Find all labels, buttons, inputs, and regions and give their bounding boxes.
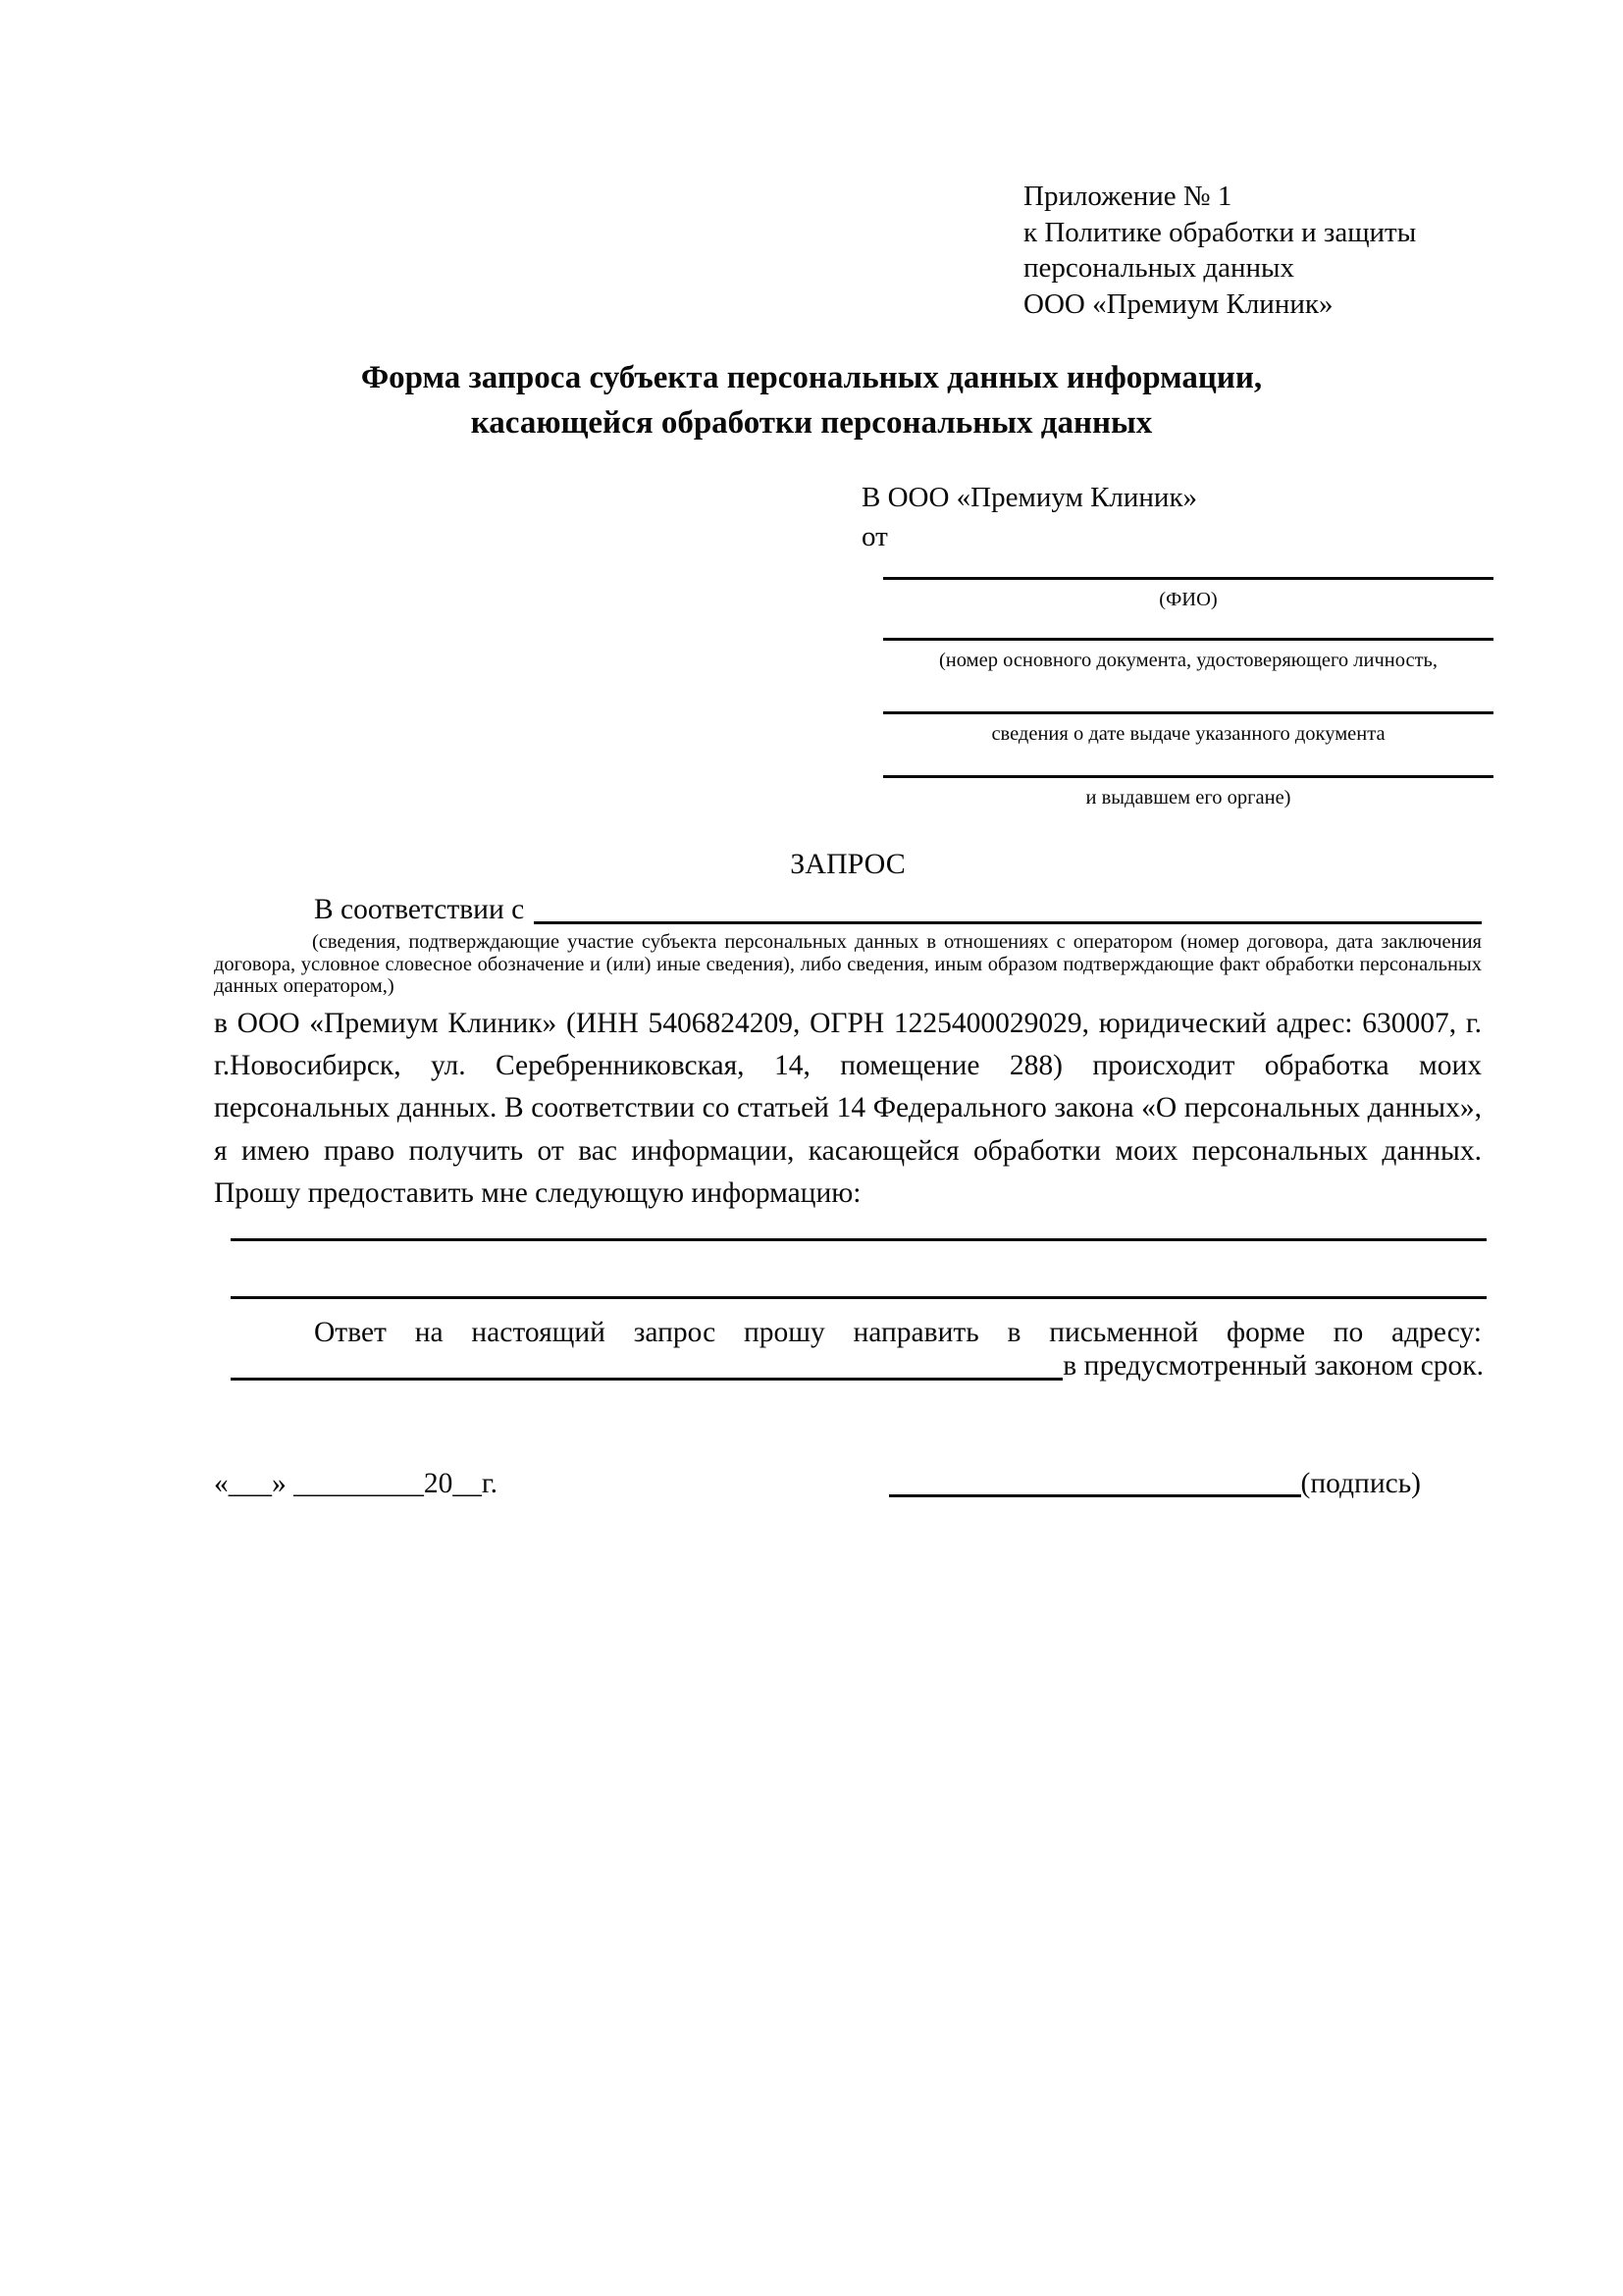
- fio-blank-line: [883, 577, 1493, 580]
- appendix-block: [1023, 179, 1416, 322]
- answer-blank-line: [231, 1296, 1487, 1299]
- signature-blank-line: [889, 1464, 1301, 1497]
- reply-suffix: в предусмотренный законом срок.: [1063, 1350, 1484, 1382]
- signature-label: (подпись): [1300, 1468, 1421, 1499]
- page-title-line: Форма запроса субъекта персональных данных информации,: [360, 360, 1263, 395]
- fio-label: (ФИО): [1159, 589, 1218, 610]
- footnote-text: (сведения, подтверждающие участие субъекта персональных данных в отношениях с оператором (номер договора, дата заключения договора, условное словесное обозначение и (или) иные сведения), либо сведения, иным образом подтверждающие факт обработки персональных данных оператором,): [214, 931, 1482, 998]
- page-title: [178, 355, 1445, 445]
- addressee-from: от: [862, 521, 888, 552]
- document-issuer-label: и выдавшем его органе): [1085, 787, 1291, 809]
- appendix-line: к Политике обработки и защиты: [1023, 216, 1417, 248]
- intro-row: [214, 891, 1482, 928]
- date-blank: «___» _________20__г.: [214, 1468, 498, 1499]
- document-date-label: сведения о дате выдаче указанного документа: [991, 723, 1386, 745]
- appendix-line: персональных данных: [1023, 252, 1295, 284]
- reply-address-row: [231, 1346, 1484, 1385]
- document-number-label: (номер основного документа, удостоверяющего личность,: [938, 650, 1439, 671]
- intro-blank-line: [534, 891, 1482, 924]
- document-issuer-blank-line: [883, 775, 1493, 778]
- addressee-to: В ООО «Премиум Клиник»: [862, 482, 1198, 513]
- signature-row: [214, 1464, 1421, 1503]
- appendix-line: Приложение № 1: [1023, 181, 1232, 212]
- document-number-blank-line: [883, 638, 1493, 641]
- request-heading: ЗАПРОС: [790, 848, 906, 880]
- signature-spacer: [497, 1464, 889, 1503]
- appendix-line: ООО «Премиум Клиник»: [1023, 287, 1334, 320]
- body-paragraph: в ООО «Премиум Клиник» (ИНН 5406824209, ОГРН 1225400029029, юридический адрес: 630007, г. г.Новосибирск, ул. Серебренниковская, 14, помещение 288) происходит обработка моих персональных данных. В соответствии со статьей 14 Федерального закона «О персональных данных», я имею право получить от вас информации, касающейся обработки моих персональных данных. Прошу предоставить мне следующую информацию:: [214, 1008, 1482, 1209]
- answer-blank-line: [231, 1238, 1487, 1241]
- page-title-line: касающейся обработки персональных данных: [470, 405, 1153, 441]
- reply-paragraph: Ответ на настоящий запрос прошу направить в письменной форме по адресу:: [314, 1317, 1482, 1348]
- document-date-blank-line: [883, 711, 1493, 714]
- address-blank-line: [231, 1346, 1063, 1381]
- intro-prefix: В соответствии с: [314, 894, 525, 925]
- addressee-block: [862, 478, 1197, 556]
